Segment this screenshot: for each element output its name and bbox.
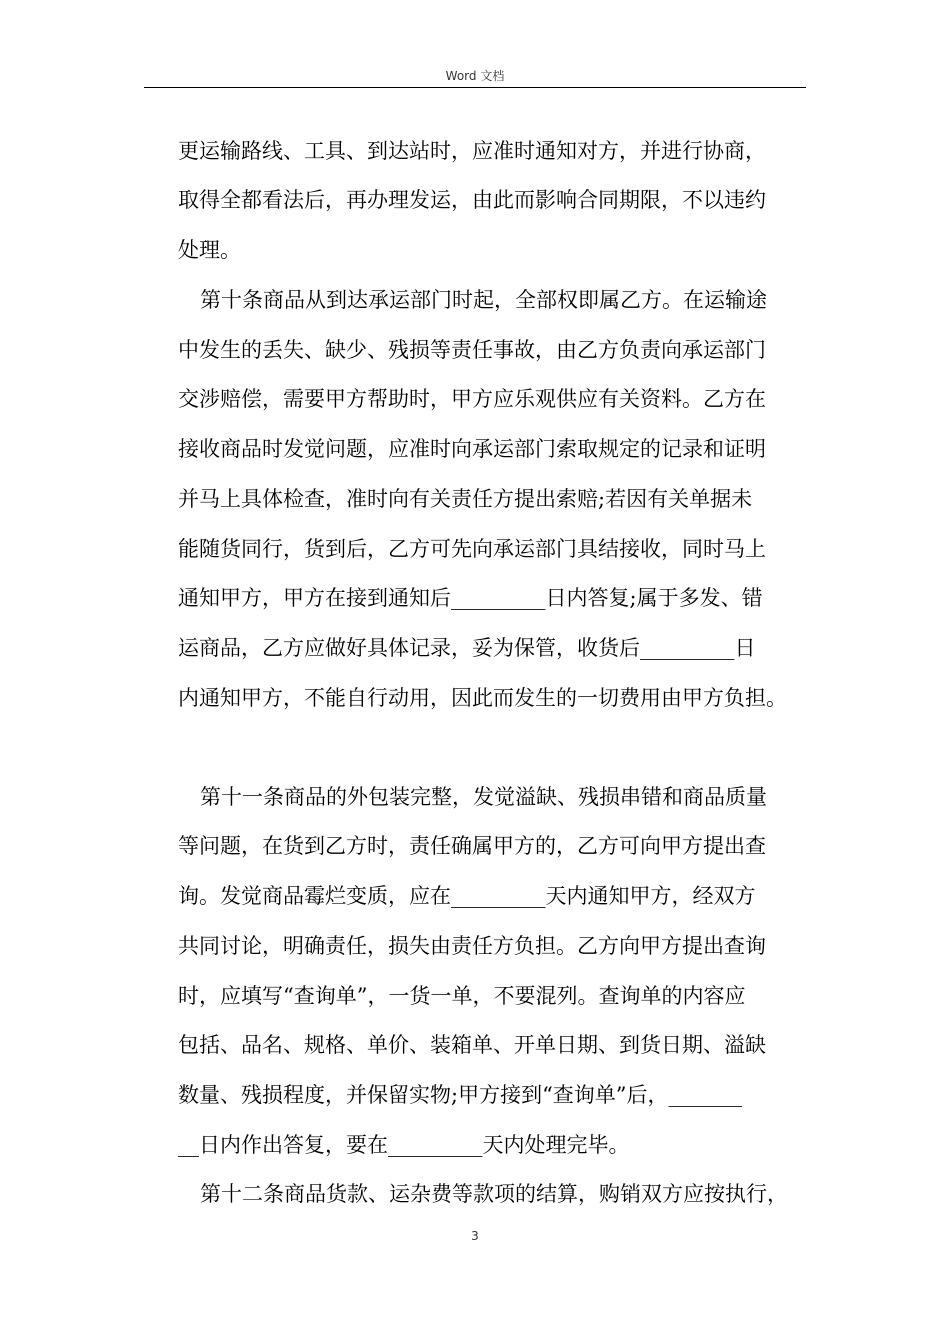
text-line: 第十二条商品货款、运杂费等款项的结算，购销双方应按执行，	[200, 1182, 788, 1206]
text-line: 通知甲方，甲方在接到通知后_________日内答复;属于多发、错	[178, 586, 763, 610]
text-line: 能随货同行，货到后，乙方可先向承运部门具结接收，同时马上	[178, 537, 766, 561]
text-line: 共同讨论，明确责任，损失由责任方负担。乙方向甲方提出查询	[178, 934, 766, 958]
text-line: 取得全都看法后，再办理发运，由此而影响合同期限，不以违约	[178, 188, 766, 212]
text-line: 处理。	[178, 238, 241, 262]
header-rule	[144, 87, 806, 88]
text-line: 等问题，在货到乙方时，责任确属甲方的，乙方可向甲方提出查	[178, 834, 766, 858]
text-line: __日内作出答复，要在_________天内处理完毕。	[178, 1133, 630, 1157]
text-line: 并马上具体检查，准时向有关责任方提出索赔;若因有关单据未	[178, 487, 753, 511]
text-line: 第十条商品从到达承运部门时起，全部权即属乙方。在运输途	[200, 288, 767, 312]
page-number: 3	[471, 1229, 479, 1243]
text-line: 时，应填写“查询单”，一货一单，不要混列。查询单的内容应	[178, 984, 746, 1008]
text-line: 第十一条商品的外包装完整，发觉溢缺、残损串错和商品质量	[200, 785, 767, 809]
text-line: 包括、品名、规格、单价、装箱单、开单日期、到货日期、溢缺	[178, 1033, 766, 1057]
text-line: 更运输路线、工具、到达站时，应准时通知对方，并进行协商，	[178, 139, 766, 163]
text-line: 运商品，乙方应做好具体记录，妥为保管，收货后_________日	[178, 636, 756, 660]
text-line: 接收商品时发觉问题，应准时向承运部门索取规定的记录和证明	[178, 437, 766, 461]
page-header-title: Word 文档	[445, 69, 505, 83]
text-line: 询。发觉商品霉烂变质，应在_________天内通知甲方，经双方	[178, 884, 756, 908]
text-line: 中发生的丢失、缺少、残损等责任事故，由乙方负责向承运部门	[178, 338, 766, 362]
text-line: 交涉赔偿，需要甲方帮助时，甲方应乐观供应有关资料。乙方在	[178, 387, 766, 411]
text-line: 内通知甲方，不能自行动用，因此而发生的一切费用由甲方负担。	[178, 686, 787, 710]
text-line: 数量、残损程度，并保留实物;甲方接到“查询单”后，_______	[178, 1083, 743, 1107]
